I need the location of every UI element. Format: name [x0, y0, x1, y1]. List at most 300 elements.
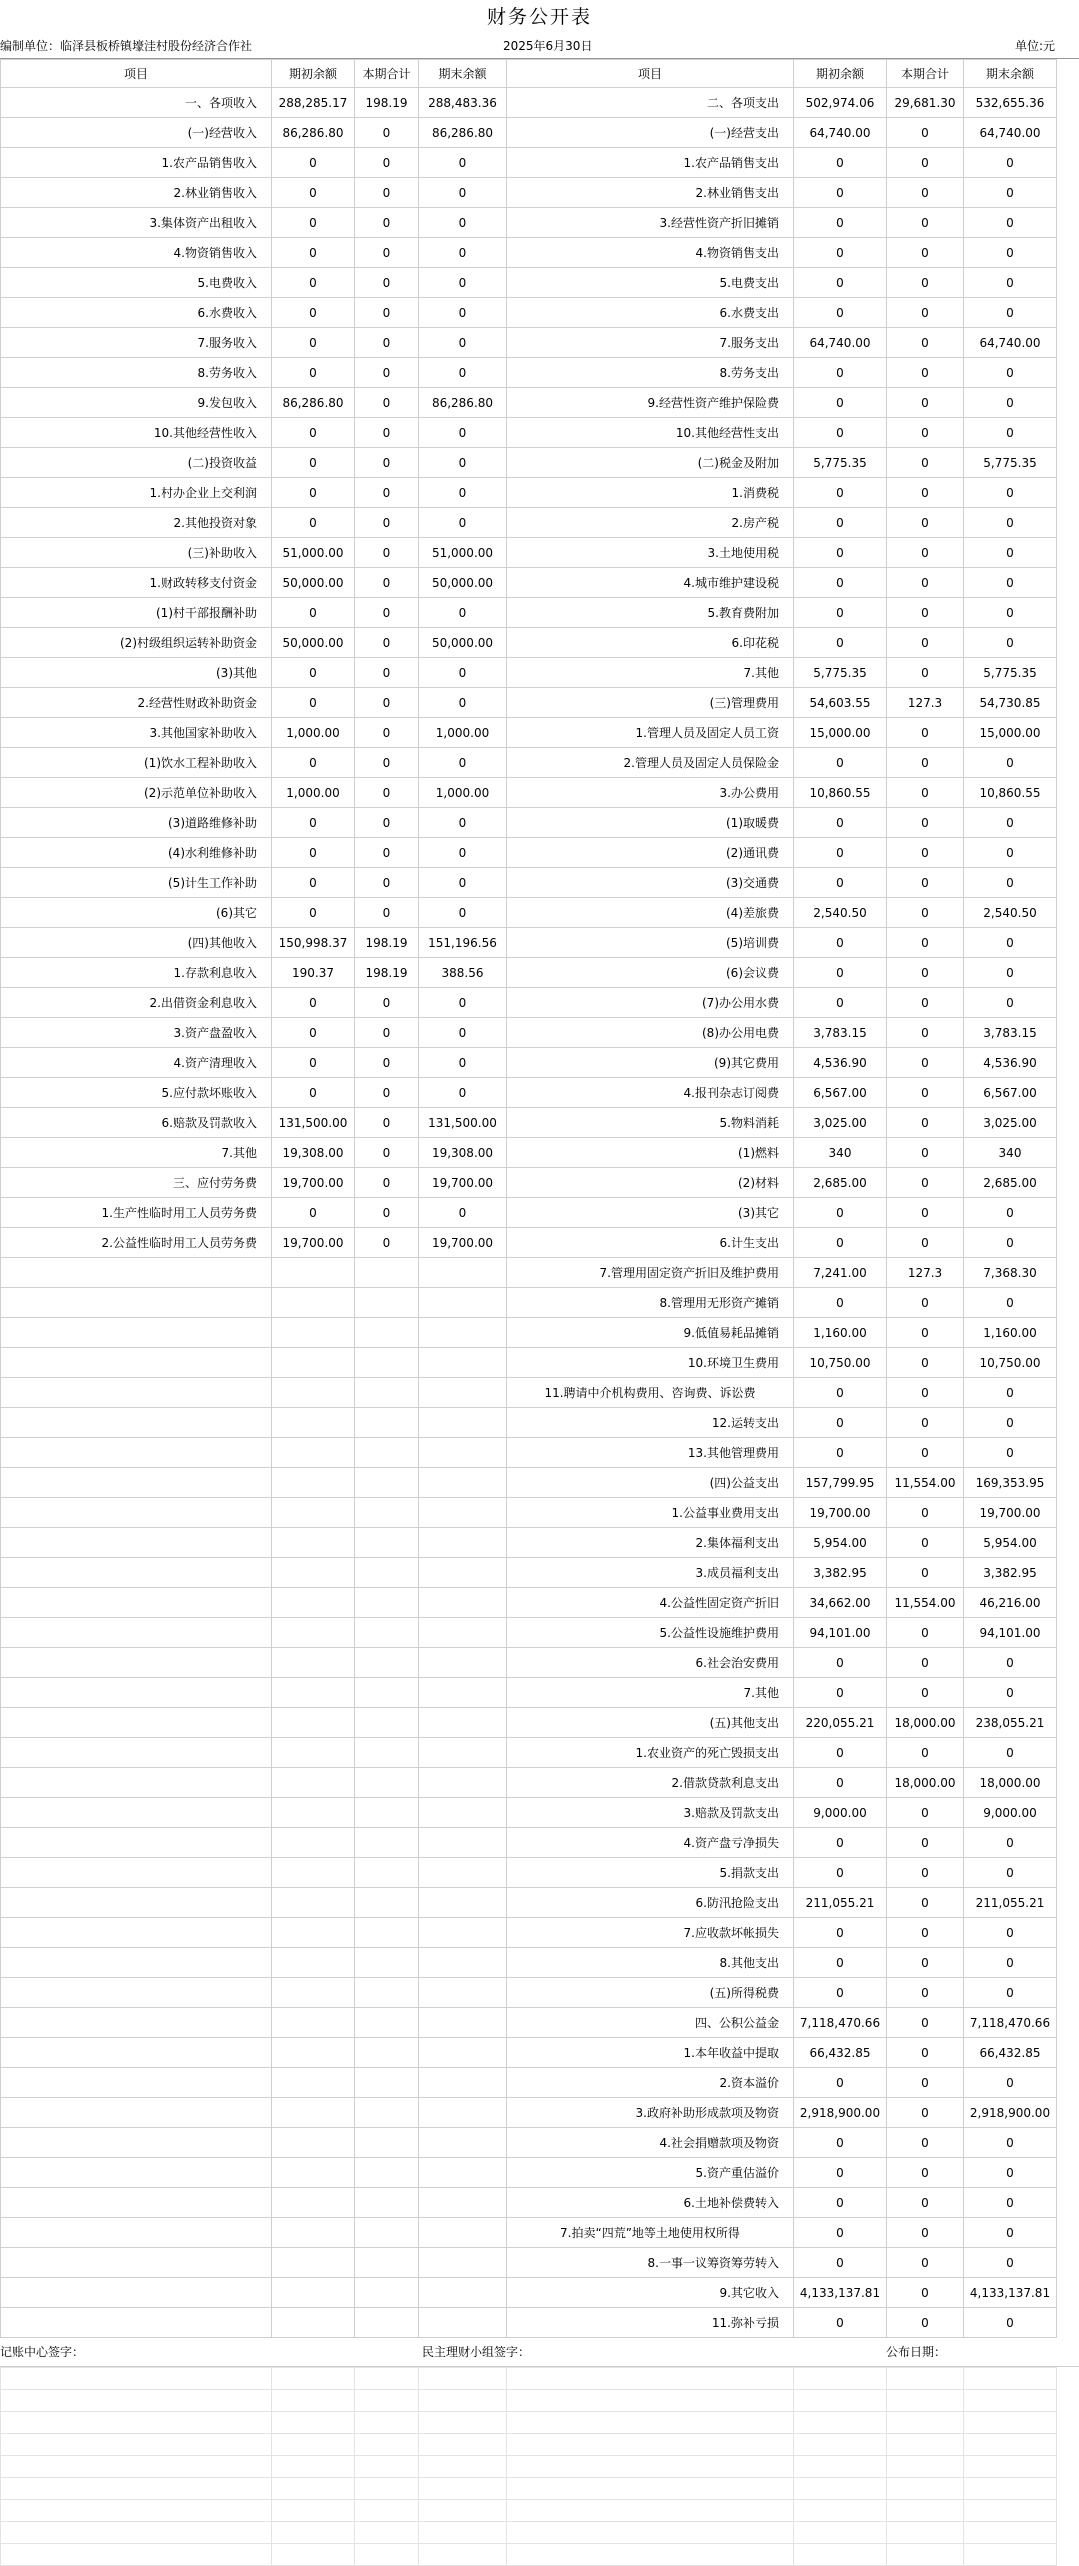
amount-cell: 0	[794, 598, 887, 628]
col-header: 期末余额	[419, 60, 507, 88]
item-name-cell: 1.本年收益中提取	[507, 2038, 794, 2068]
amount-cell: 10,750.00	[794, 1348, 887, 1378]
amount-cell: 19,308.00	[272, 1138, 355, 1168]
table-row	[1, 988, 1057, 1018]
amount-cell: 0	[887, 1678, 964, 1708]
table-row	[1, 1198, 1057, 1228]
amount-cell: 0	[794, 1678, 887, 1708]
item-name-cell: (3)道路维修补助	[1, 808, 272, 838]
amount-cell	[419, 1858, 507, 1888]
blank-cell	[1, 2412, 272, 2434]
item-name-cell	[1, 1558, 272, 1588]
table-row	[1, 2128, 1057, 2158]
amount-cell: 388.56	[419, 958, 507, 988]
table-row	[1, 1798, 1057, 1828]
amount-cell	[272, 2008, 355, 2038]
amount-cell: 0	[355, 988, 419, 1018]
item-name-cell: 3.其他国家补助收入	[1, 718, 272, 748]
item-name-cell: 2.其他投资对象	[1, 508, 272, 538]
sign-committee: 民主理财小组签字：	[422, 2345, 531, 2359]
amount-cell: 0	[272, 328, 355, 358]
item-name-cell	[1, 1498, 272, 1528]
table-row	[1, 658, 1057, 688]
amount-cell: 0	[419, 808, 507, 838]
amount-cell: 0	[887, 1048, 964, 1078]
header-row	[1, 60, 1057, 88]
amount-cell	[355, 1738, 419, 1768]
table-row	[1, 1048, 1057, 1078]
item-name-cell: 6.土地补偿费转入	[507, 2188, 794, 2218]
blank-cell	[1, 2478, 272, 2500]
item-name-cell	[1, 2248, 272, 2278]
sign-accounting: 记账中心签字：	[0, 2345, 85, 2359]
amount-cell: 0	[272, 268, 355, 298]
amount-cell	[419, 2188, 507, 2218]
item-name-cell: (五)所得税费	[507, 1978, 794, 2008]
amount-cell: 5,775.35	[794, 658, 887, 688]
amount-cell: 0	[964, 568, 1057, 598]
item-name-cell: 5.电费收入	[1, 268, 272, 298]
amount-cell: 0	[964, 1828, 1057, 1858]
amount-cell	[419, 1528, 507, 1558]
amount-cell: 0	[419, 208, 507, 238]
amount-cell: 0	[419, 358, 507, 388]
amount-cell: 1,000.00	[419, 718, 507, 748]
item-name-cell: (8)办公用电费	[507, 1018, 794, 1048]
item-name-cell	[1, 2278, 272, 2308]
amount-cell: 0	[355, 1108, 419, 1138]
blank-cell	[1, 2368, 272, 2390]
amount-cell: 0	[794, 568, 887, 598]
item-name-cell	[1, 1408, 272, 1438]
amount-cell: 0	[355, 598, 419, 628]
item-name-cell	[1, 1378, 272, 1408]
amount-cell	[355, 1918, 419, 1948]
blank-cell	[419, 2390, 507, 2412]
amount-cell: 0	[887, 628, 964, 658]
amount-cell: 0	[794, 1198, 887, 1228]
amount-cell: 0	[964, 1408, 1057, 1438]
amount-cell	[419, 1378, 507, 1408]
item-name-cell: 2.管理人员及固定人员保险金	[507, 748, 794, 778]
amount-cell: 0	[419, 658, 507, 688]
amount-cell	[419, 2098, 507, 2128]
item-name-cell	[1, 1888, 272, 1918]
item-name-cell: 1.农产品销售支出	[507, 148, 794, 178]
amount-cell: 0	[964, 748, 1057, 778]
amount-cell	[419, 2008, 507, 2038]
amount-cell: 0	[887, 1228, 964, 1258]
item-name-cell: 4.资产盘亏净损失	[507, 1828, 794, 1858]
blank-cell	[507, 2478, 794, 2500]
table-row	[1, 1168, 1057, 1198]
amount-cell: 340	[794, 1138, 887, 1168]
amount-cell: 0	[355, 778, 419, 808]
amount-cell: 0	[887, 868, 964, 898]
item-name-cell: 10.环境卫生费用	[507, 1348, 794, 1378]
table-row	[1, 928, 1057, 958]
item-name-cell: (四)公益支出	[507, 1468, 794, 1498]
amount-cell	[272, 1738, 355, 1768]
amount-cell	[272, 2098, 355, 2128]
amount-cell: 198.19	[355, 88, 419, 118]
amount-cell: 0	[272, 148, 355, 178]
amount-cell: 0	[964, 1228, 1057, 1258]
amount-cell: 0	[794, 988, 887, 1018]
item-name-cell: (2)示范单位补助收入	[1, 778, 272, 808]
item-name-cell: (2)通讯费	[507, 838, 794, 868]
amount-cell: 19,700.00	[272, 1228, 355, 1258]
item-name-cell: 1.农业资产的死亡毁损支出	[507, 1738, 794, 1768]
item-name-cell	[1, 2158, 272, 2188]
blank-row	[1, 2412, 1057, 2434]
blank-cell	[355, 2544, 419, 2566]
item-name-cell	[1, 2068, 272, 2098]
table-row	[1, 2068, 1057, 2098]
amount-cell: 0	[419, 478, 507, 508]
table-row	[1, 1768, 1057, 1798]
item-name-cell: 7.其他	[507, 658, 794, 688]
amount-cell: 0	[964, 2308, 1057, 2338]
amount-cell: 0	[355, 658, 419, 688]
amount-cell: 190.37	[272, 958, 355, 988]
amount-cell	[419, 2128, 507, 2158]
item-name-cell: (五)其他支出	[507, 1708, 794, 1738]
amount-cell: 0	[887, 2158, 964, 2188]
amount-cell	[355, 1648, 419, 1678]
table-row	[1, 118, 1057, 148]
amount-cell	[419, 1258, 507, 1288]
amount-cell: 0	[794, 1948, 887, 1978]
item-name-cell: 9.发包收入	[1, 388, 272, 418]
item-name-cell: 4.资产清理收入	[1, 1048, 272, 1078]
amount-cell	[355, 2008, 419, 2038]
table-row	[1, 388, 1057, 418]
table-row	[1, 958, 1057, 988]
amount-cell: 0	[794, 868, 887, 898]
item-name-cell: 10.其他经营性支出	[507, 418, 794, 448]
amount-cell	[419, 1918, 507, 1948]
amount-cell: 0	[887, 658, 964, 688]
item-name-cell: 9.低值易耗品摊销	[507, 1318, 794, 1348]
col-header: 本期合计	[887, 60, 964, 88]
blank-cell	[355, 2456, 419, 2478]
amount-cell: 0	[794, 178, 887, 208]
amount-cell: 0	[355, 328, 419, 358]
amount-cell: 0	[794, 2308, 887, 2338]
amount-cell: 0	[964, 2218, 1057, 2248]
table-row	[1, 2008, 1057, 2038]
amount-cell: 0	[272, 1018, 355, 1048]
blank-cell	[355, 2434, 419, 2456]
amount-cell: 0	[419, 688, 507, 718]
item-name-cell	[1, 1258, 272, 1288]
amount-cell: 1,000.00	[419, 778, 507, 808]
item-name-cell: 6.社会治安费用	[507, 1648, 794, 1678]
item-name-cell: 8.其他支出	[507, 1948, 794, 1978]
amount-cell: 0	[887, 1348, 964, 1378]
amount-cell	[419, 2068, 507, 2098]
amount-cell	[272, 1408, 355, 1438]
amount-cell: 0	[419, 1078, 507, 1108]
amount-cell	[419, 1318, 507, 1348]
table-row	[1, 358, 1057, 388]
amount-cell: 0	[419, 748, 507, 778]
amount-cell: 0	[794, 2248, 887, 2278]
item-name-cell: 4.物资销售支出	[507, 238, 794, 268]
amount-cell: 0	[794, 1648, 887, 1678]
table-row	[1, 88, 1057, 118]
table-row	[1, 748, 1057, 778]
table-row	[1, 1408, 1057, 1438]
blank-cell	[272, 2412, 355, 2434]
currency-unit: 单位:元	[1014, 39, 1055, 53]
amount-cell: 0	[964, 1738, 1057, 1768]
amount-cell: 5,775.35	[794, 448, 887, 478]
amount-cell: 0	[887, 898, 964, 928]
amount-cell: 3,382.95	[794, 1558, 887, 1588]
amount-cell: 151,196.56	[419, 928, 507, 958]
amount-cell: 0	[964, 208, 1057, 238]
amount-cell: 0	[794, 1228, 887, 1258]
item-name-cell: 5.捐款支出	[507, 1858, 794, 1888]
amount-cell: 0	[964, 418, 1057, 448]
amount-cell: 0	[355, 1048, 419, 1078]
table-row	[1, 1588, 1057, 1618]
amount-cell	[419, 1408, 507, 1438]
amount-cell: 0	[887, 1558, 964, 1588]
table-row	[1, 268, 1057, 298]
amount-cell: 19,700.00	[964, 1498, 1057, 1528]
item-name-cell: (3)其他	[1, 658, 272, 688]
amount-cell: 0	[887, 1378, 964, 1408]
amount-cell	[272, 1618, 355, 1648]
amount-cell: 4,536.90	[794, 1048, 887, 1078]
item-name-cell: 8.管理用无形资产摊销	[507, 1288, 794, 1318]
item-name-cell	[1, 2188, 272, 2218]
amount-cell: 3,783.15	[794, 1018, 887, 1048]
amount-cell: 86,286.80	[419, 118, 507, 148]
amount-cell: 0	[272, 658, 355, 688]
amount-cell: 3,025.00	[794, 1108, 887, 1138]
amount-cell: 0	[794, 2188, 887, 2218]
item-name-cell: 3.赔款及罚款支出	[507, 1798, 794, 1828]
amount-cell: 0	[964, 358, 1057, 388]
amount-cell: 0	[887, 718, 964, 748]
amount-cell: 220,055.21	[794, 1708, 887, 1738]
blank-cell	[1, 2456, 272, 2478]
amount-cell: 0	[964, 1378, 1057, 1408]
col-header: 项目	[1, 60, 272, 88]
item-name-cell: (1)取暖费	[507, 808, 794, 838]
amount-cell	[355, 1288, 419, 1318]
amount-cell: 0	[272, 478, 355, 508]
item-name-cell: 4.城市维护建设税	[507, 568, 794, 598]
table-row	[1, 2308, 1057, 2338]
blank-cell	[507, 2412, 794, 2434]
item-name-cell: (二)税金及附加	[507, 448, 794, 478]
item-name-cell: (4)差旅费	[507, 898, 794, 928]
amount-cell: 0	[887, 1948, 964, 1978]
blank-cell	[507, 2390, 794, 2412]
amount-cell	[419, 1288, 507, 1318]
table-row	[1, 868, 1057, 898]
amount-cell	[419, 1558, 507, 1588]
amount-cell	[272, 1378, 355, 1408]
item-name-cell: 三、应付劳务费	[1, 1168, 272, 1198]
blank-row	[1, 2456, 1057, 2478]
amount-cell	[272, 2158, 355, 2188]
amount-cell: 0	[272, 358, 355, 388]
item-name-cell: 1.管理人员及固定人员工资	[507, 718, 794, 748]
amount-cell: 51,000.00	[272, 538, 355, 568]
blank-cell	[1, 2522, 272, 2544]
amount-cell	[272, 1528, 355, 1558]
amount-cell: 5,775.35	[964, 448, 1057, 478]
blank-cell	[794, 2522, 887, 2544]
amount-cell	[272, 1498, 355, 1528]
amount-cell: 0	[794, 268, 887, 298]
amount-cell: 46,216.00	[964, 1588, 1057, 1618]
blank-cell	[272, 2390, 355, 2412]
amount-cell: 3,025.00	[964, 1108, 1057, 1138]
amount-cell	[419, 1828, 507, 1858]
amount-cell	[272, 1288, 355, 1318]
item-name-cell	[1, 1318, 272, 1348]
amount-cell: 0	[794, 958, 887, 988]
blank-cell	[419, 2544, 507, 2566]
amount-cell	[355, 2248, 419, 2278]
amount-cell	[272, 2278, 355, 2308]
amount-cell: 0	[964, 1978, 1057, 2008]
amount-cell	[272, 1318, 355, 1348]
amount-cell: 18,000.00	[964, 1768, 1057, 1798]
amount-cell: 0	[355, 898, 419, 928]
amount-cell: 0	[887, 298, 964, 328]
amount-cell: 0	[887, 2218, 964, 2248]
amount-cell: 0	[964, 868, 1057, 898]
amount-cell: 7,118,470.66	[964, 2008, 1057, 2038]
amount-cell: 0	[887, 238, 964, 268]
blank-cell	[887, 2390, 964, 2412]
amount-cell: 9,000.00	[964, 1798, 1057, 1828]
amount-cell: 0	[794, 478, 887, 508]
amount-cell: 0	[887, 838, 964, 868]
amount-cell	[355, 1858, 419, 1888]
col-header: 期初余额	[794, 60, 887, 88]
table-row	[1, 448, 1057, 478]
amount-cell	[272, 1798, 355, 1828]
amount-cell: 2,685.00	[794, 1168, 887, 1198]
blank-cell	[794, 2434, 887, 2456]
amount-cell: 7,118,470.66	[794, 2008, 887, 2038]
amount-cell: 0	[887, 1918, 964, 1948]
amount-cell: 0	[887, 2308, 964, 2338]
amount-cell: 0	[964, 1948, 1057, 1978]
amount-cell: 0	[355, 358, 419, 388]
amount-cell: 0	[794, 2128, 887, 2158]
amount-cell	[419, 2248, 507, 2278]
amount-cell	[355, 2068, 419, 2098]
report-date: 2025年6月30日	[503, 39, 593, 53]
amount-cell: 2,918,900.00	[964, 2098, 1057, 2128]
amount-cell: 0	[964, 388, 1057, 418]
blank-cell	[887, 2412, 964, 2434]
item-name-cell	[1, 1438, 272, 1468]
amount-cell: 0	[887, 328, 964, 358]
blank-cell	[964, 2500, 1057, 2522]
amount-cell: 0	[887, 598, 964, 628]
item-name-cell: 7.管理用固定资产折旧及维护费用	[507, 1258, 794, 1288]
amount-cell: 11,554.00	[887, 1588, 964, 1618]
item-name-cell: (三)管理费用	[507, 688, 794, 718]
amount-cell: 2,540.50	[964, 898, 1057, 928]
item-name-cell: 7.其他	[1, 1138, 272, 1168]
table-row	[1, 1948, 1057, 1978]
item-name-cell	[1, 1918, 272, 1948]
amount-cell: 0	[964, 478, 1057, 508]
amount-cell: 0	[272, 178, 355, 208]
amount-cell: 0	[887, 1528, 964, 1558]
amount-cell: 0	[272, 208, 355, 238]
amount-cell: 50,000.00	[419, 628, 507, 658]
item-name-cell: 2.林业销售收入	[1, 178, 272, 208]
item-name-cell: 6.水费支出	[507, 298, 794, 328]
amount-cell: 0	[794, 628, 887, 658]
amount-cell: 15,000.00	[794, 718, 887, 748]
blank-cell	[964, 2456, 1057, 2478]
amount-cell: 0	[964, 958, 1057, 988]
amount-cell: 0	[419, 268, 507, 298]
amount-cell: 0	[794, 2158, 887, 2188]
table-row	[1, 2218, 1057, 2248]
amount-cell: 0	[355, 508, 419, 538]
amount-cell	[272, 2068, 355, 2098]
amount-cell: 0	[887, 928, 964, 958]
amount-cell: 288,285.17	[272, 88, 355, 118]
item-name-cell: (1)燃料	[507, 1138, 794, 1168]
item-name-cell: (6)其它	[1, 898, 272, 928]
blank-cell	[887, 2456, 964, 2478]
amount-cell: 5,954.00	[964, 1528, 1057, 1558]
amount-cell: 0	[794, 2218, 887, 2248]
item-name-cell: 3.成员福利支出	[507, 1558, 794, 1588]
blank-grid	[0, 2367, 1057, 2566]
item-name-cell: (1)饮水工程补助收入	[1, 748, 272, 778]
table-row	[1, 838, 1057, 868]
item-name-cell	[1, 2098, 272, 2128]
item-name-cell	[1, 2038, 272, 2068]
blank-cell	[1, 2390, 272, 2412]
amount-cell: 198.19	[355, 928, 419, 958]
amount-cell: 0	[887, 568, 964, 598]
table-row	[1, 1858, 1057, 1888]
amount-cell: 0	[887, 1168, 964, 1198]
amount-cell: 5,954.00	[794, 1528, 887, 1558]
amount-cell: 0	[272, 1078, 355, 1108]
blank-cell	[794, 2368, 887, 2390]
amount-cell: 0	[964, 178, 1057, 208]
amount-cell: 0	[419, 1198, 507, 1228]
table-row	[1, 898, 1057, 928]
amount-cell: 131,500.00	[419, 1108, 507, 1138]
amount-cell: 0	[887, 208, 964, 238]
item-name-cell: (一)经营支出	[507, 118, 794, 148]
amount-cell: 0	[887, 808, 964, 838]
table-row	[1, 208, 1057, 238]
amount-cell	[419, 2308, 507, 2338]
amount-cell: 54,730.85	[964, 688, 1057, 718]
